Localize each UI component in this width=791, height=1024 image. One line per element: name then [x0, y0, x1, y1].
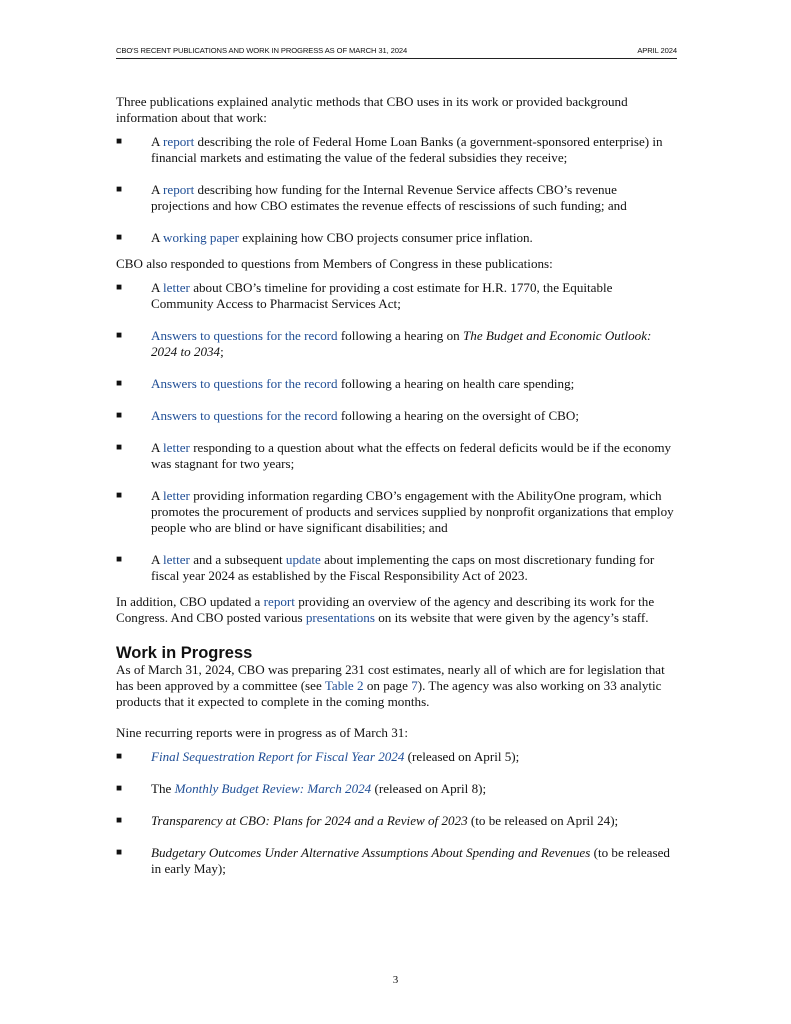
section-heading: Work in Progress	[116, 644, 253, 662]
intro-paragraph: Three publications explained analytic methods that CBO uses in its work or provided background information about that work:	[116, 94, 628, 125]
report-title-link[interactable]: Monthly Budget Review: March 2024	[174, 781, 372, 796]
bullet-square-icon: ■	[116, 554, 123, 565]
list-item: ■ A letter responding to a question about what the effects on federal deficits would be if the economy was stagnant for two years;	[116, 440, 672, 471]
list-item: ■ The Monthly Budget Review: March 2024 (released on April 8);	[116, 781, 487, 796]
bullet-square-icon: ■	[116, 442, 123, 453]
running-header	[116, 45, 677, 59]
list-item: ■ Transparency at CBO: Plans for 2024 and a Review of 2023 (to be released on April 24);	[116, 813, 619, 828]
answers-link[interactable]: Answers to questions for the record	[151, 408, 338, 423]
bullet-square-icon: ■	[116, 378, 123, 389]
work-paragraph: As of March 31, 2024, CBO was preparing 231 cost estimates, nearly all of which are for legislation that has been approved by a committee (see Table 2 on page 7). The agency was also working on 33 analytic products that it expected to complete in the coming months.	[116, 662, 665, 709]
letter-link[interactable]: letter	[163, 280, 190, 295]
questions-intro: CBO also responded to questions from Members of Congress in these publications:	[116, 256, 553, 271]
list-item: ■ A report describing how funding for the Internal Revenue Service affects CBO’s revenue projections and how CBO estimates the revenue effects of rescissions of such funding; and	[116, 182, 627, 213]
bullet-square-icon: ■	[116, 815, 123, 826]
list-item: ■ A letter and a subsequent update about implementing the caps on most discretionary funding for fiscal year 2024 as established by the Fiscal Responsibility Act of 2023.	[116, 552, 655, 583]
page-body	[116, 94, 676, 887]
letter-link[interactable]: letter	[163, 440, 190, 455]
list-item: ■ Answers to questions for the record following a hearing on The Budget and Economic Outlook: 2024 to 2034;	[116, 328, 652, 359]
bullet-square-icon: ■	[116, 232, 123, 243]
answers-link[interactable]: Answers to questions for the record	[151, 328, 338, 343]
bullet-square-icon: ■	[116, 410, 123, 421]
presentations-link[interactable]: presentations	[305, 610, 375, 625]
bullet-square-icon: ■	[116, 751, 123, 762]
bullet-square-icon: ■	[116, 847, 123, 858]
recurring-intro: Nine recurring reports were in progress as of March 31:	[116, 725, 408, 740]
report-link[interactable]: report	[163, 134, 195, 149]
bullet-square-icon: ■	[116, 783, 123, 794]
methods-list	[116, 134, 676, 246]
report-link[interactable]: report	[263, 594, 295, 609]
list-item: ■ Answers to questions for the record following a hearing on health care spending;	[116, 376, 575, 391]
update-link[interactable]: update	[285, 552, 321, 567]
list-item: ■ Final Sequestration Report for Fiscal Year 2024 (released on April 5);	[116, 749, 520, 764]
bullet-square-icon: ■	[116, 136, 123, 147]
list-item: ■ A letter providing information regarding CBO’s engagement with the AbilityOne program, which promotes the procurement of products and services supplied by nonprofit organizations that employ people who are blind or have significant disabilities; and	[116, 488, 674, 535]
report-link[interactable]: report	[163, 182, 195, 197]
list-item: ■ Budgetary Outcomes Under Alternative Assumptions About Spending and Revenues (to be released in early May);	[116, 845, 670, 876]
working-paper-link[interactable]: working paper	[163, 230, 240, 245]
questions-list	[116, 280, 676, 584]
header-title: CBO'S RECENT PUBLICATIONS AND WORK IN PROGRESS AS OF MARCH 31, 2024	[116, 46, 408, 55]
recurring-list	[116, 749, 676, 877]
answers-link[interactable]: Answers to questions for the record	[151, 376, 338, 391]
report-title-link[interactable]: Final Sequestration Report for Fiscal Year 2024	[151, 749, 405, 764]
bullet-square-icon: ■	[116, 282, 123, 293]
list-item: ■ Answers to questions for the record following a hearing on the oversight of CBO;	[116, 408, 580, 423]
page-number: 3	[392, 974, 399, 986]
list-item: ■ A letter about CBO’s timeline for providing a cost estimate for H.R. 1770, the Equitable Community Access to Pharmacist Services Act;	[116, 280, 613, 311]
letter-link[interactable]: letter	[163, 488, 190, 503]
letter-link[interactable]: letter	[163, 552, 190, 567]
list-item: ■ A report describing the role of Federal Home Loan Banks (a government-sponsored enterprise) in financial markets and estimating the value of the federal subsidies they receive;	[116, 134, 663, 165]
list-item: ■ A working paper explaining how CBO projects consumer price inflation.	[116, 230, 533, 245]
header-date: APRIL 2024	[637, 46, 677, 55]
page-link[interactable]: 7	[411, 678, 418, 693]
bullet-square-icon: ■	[116, 490, 123, 501]
addition-paragraph: In addition, CBO updated a report providing an overview of the agency and describing its work for the Congress. And CBO posted various presentations on its website that were given by the agency’s staff.	[116, 594, 655, 625]
bullet-square-icon: ■	[116, 184, 123, 195]
table-link[interactable]: Table 2	[324, 678, 364, 693]
bullet-square-icon: ■	[116, 330, 123, 341]
